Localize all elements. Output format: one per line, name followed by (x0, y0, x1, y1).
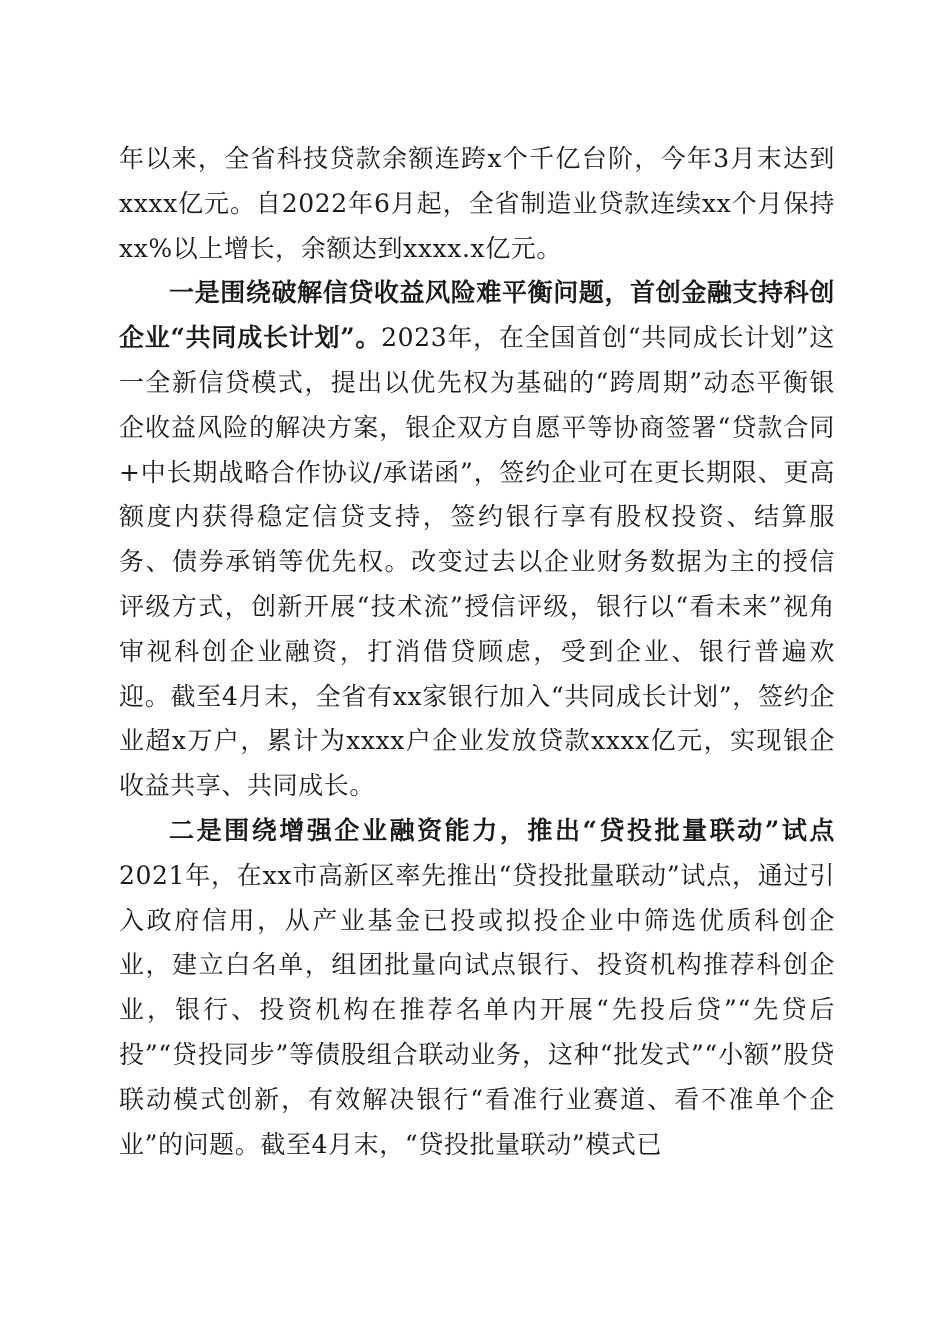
paragraph-2 (119, 271, 835, 809)
paragraph-1-text: 年以来，全省科技贷款余额连跨x个千亿台阶，今年3月末达到xxxx亿元。自2022年6月起，全省制造业贷款连续xx个月保持xx%以上增长，余额达到xxxx.x亿元。 (119, 144, 835, 263)
paragraph-3-text: 2021年，在xx市高新区率先推出“贷投批量联动”试点，通过引入政府信用，从产业基金已投或拟投企业中筛选优质科创企业，建立白名单，组团批量向试点银行、投资机构推荐科创企业，银行、投资机构在推荐名单内开展“先投后贷”“先贷后投”“贷投同步”等债股组合联动业务，这种“批发式”“小额”股贷联动模式创新，有效解决银行“看准行业赛道、看不准单个企业”的问题。截至4月末，“贷投批量联动”模式已 (119, 860, 835, 1159)
paragraph-3-lead: 二是围绕增强企业融资能力，推出“贷投批量联动”试点 (169, 815, 835, 845)
paragraph-1 (119, 137, 835, 271)
paragraph-3 (119, 809, 835, 1167)
paragraph-2-text: 2023年，在全国首创“共同成长计划”这一全新信贷模式，提出以优先权为基础的“跨周期”动态平衡银企收益风险的解决方案，银企双方自愿平等协商签署“贷款合同+中长期战略合作协议/承诺函”，签约企业可在更长期限、更高额度内获得稳定信贷支持，签约银行享有股权投资、结算服务、债券承销等优先权。改变过去以企业财务数据为主的授信评级方式，创新开展“技术流”授信评级，银行以“看未来”视角审视科创企业融资，打消借贷顾虑，受到企业、银行普遍欢迎。截至4月末，全省有xx家银行加入“共同成长计划”，签约企业超x万户，累计为xxxx户企业发放贷款xxxx亿元，实现银企收益共享、共同成长。 (119, 323, 835, 801)
paragraph-2-lead: 一是围绕破解信贷收益风险难平衡问题，首创金融支持科创企业“共同成长计划”。 (119, 278, 835, 353)
document-page (119, 137, 835, 1167)
